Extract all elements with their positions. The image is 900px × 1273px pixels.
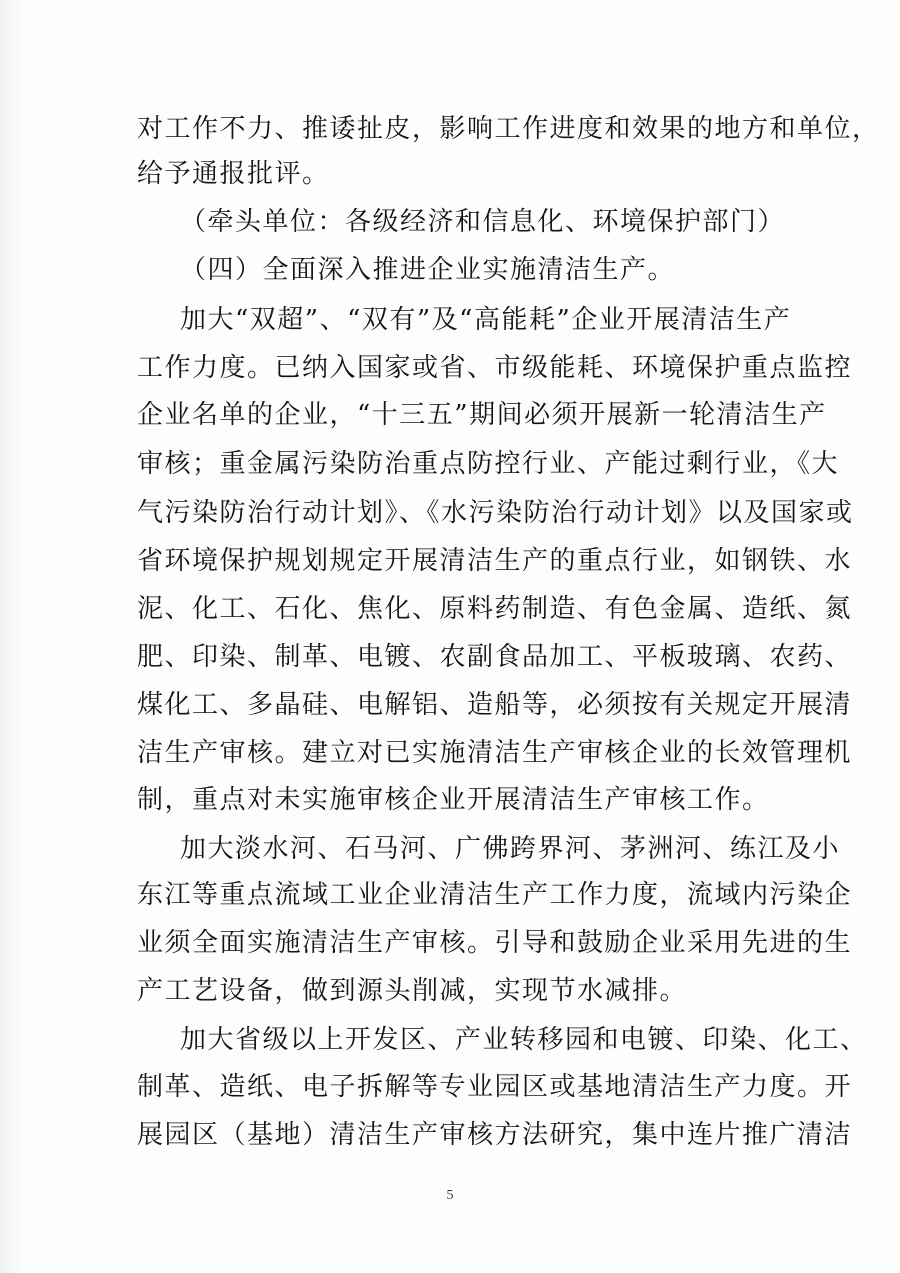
text-line: 业须全面实施清洁生产审核。引导和鼓励企业采用先进的生	[137, 928, 853, 958]
text-line: 给予通报批评。	[137, 159, 330, 189]
text-line: 展园区（基地）清洁生产审核方法研究，集中连片推广清洁	[137, 1120, 853, 1150]
text-line: 气污染防治行动计划》、《水污染防治行动计划》以及国家或	[137, 498, 854, 528]
text-line: 洁生产审核。建立对已实施清洁生产审核企业的长效管理机	[137, 738, 853, 768]
text-line: 制革、造纸、电子拆解等专业园区或基地清洁生产力度。开	[137, 1072, 853, 1102]
text-line: 东江等重点流域工业企业清洁生产工作力度，流域内污染企	[137, 880, 853, 910]
text-line: 肥、印染、制革、电镀、农副食品加工、平板玻璃、农药、	[137, 642, 853, 672]
section-heading: （四）全面深入推进企业实施清洁生产。	[180, 255, 676, 285]
scan-edge-shadow	[0, 0, 26, 1273]
text-line: 企业名单的企业，“十三五”期间必须开展新一轮清洁生产	[137, 400, 827, 430]
text-line: 省环境保护规划规定开展清洁生产的重点行业，如钢铁、水	[137, 546, 853, 576]
text-line: 煤化工、多晶硅、电解铝、造船等，必须按有关规定开展清	[137, 690, 853, 720]
text-line: 制，重点对未实施审核企业开展清洁生产审核工作。	[137, 785, 770, 815]
text-line: 审核；重金属污染防治重点防控行业、产能过剩行业，《大	[137, 449, 840, 479]
text-line: 加大省级以上开发区、产业转移园和电镀、印染、化工、	[180, 1025, 868, 1055]
text-line: 加大“双超”、“双有”及“高能耗”企业开展清洁生产	[180, 305, 792, 335]
lead-unit-note: （牵头单位：各级经济和信息化、环境保护部门）	[180, 207, 786, 237]
text-line: 对工作不力、推诿扯皮，影响工作进度和效果的地方和单位，	[137, 114, 880, 144]
text-line: 工作力度。已纳入国家或省、市级能耗、环境保护重点监控	[137, 353, 853, 383]
page-number: 5	[446, 1188, 454, 1203]
text-line: 加大淡水河、石马河、广佛跨界河、茅洲河、练江及小	[180, 834, 841, 864]
text-line: 产工艺设备，做到源头削减，实现节水减排。	[137, 976, 688, 1006]
text-line: 泥、化工、石化、焦化、原料药制造、有色金属、造纸、氮	[137, 594, 853, 624]
